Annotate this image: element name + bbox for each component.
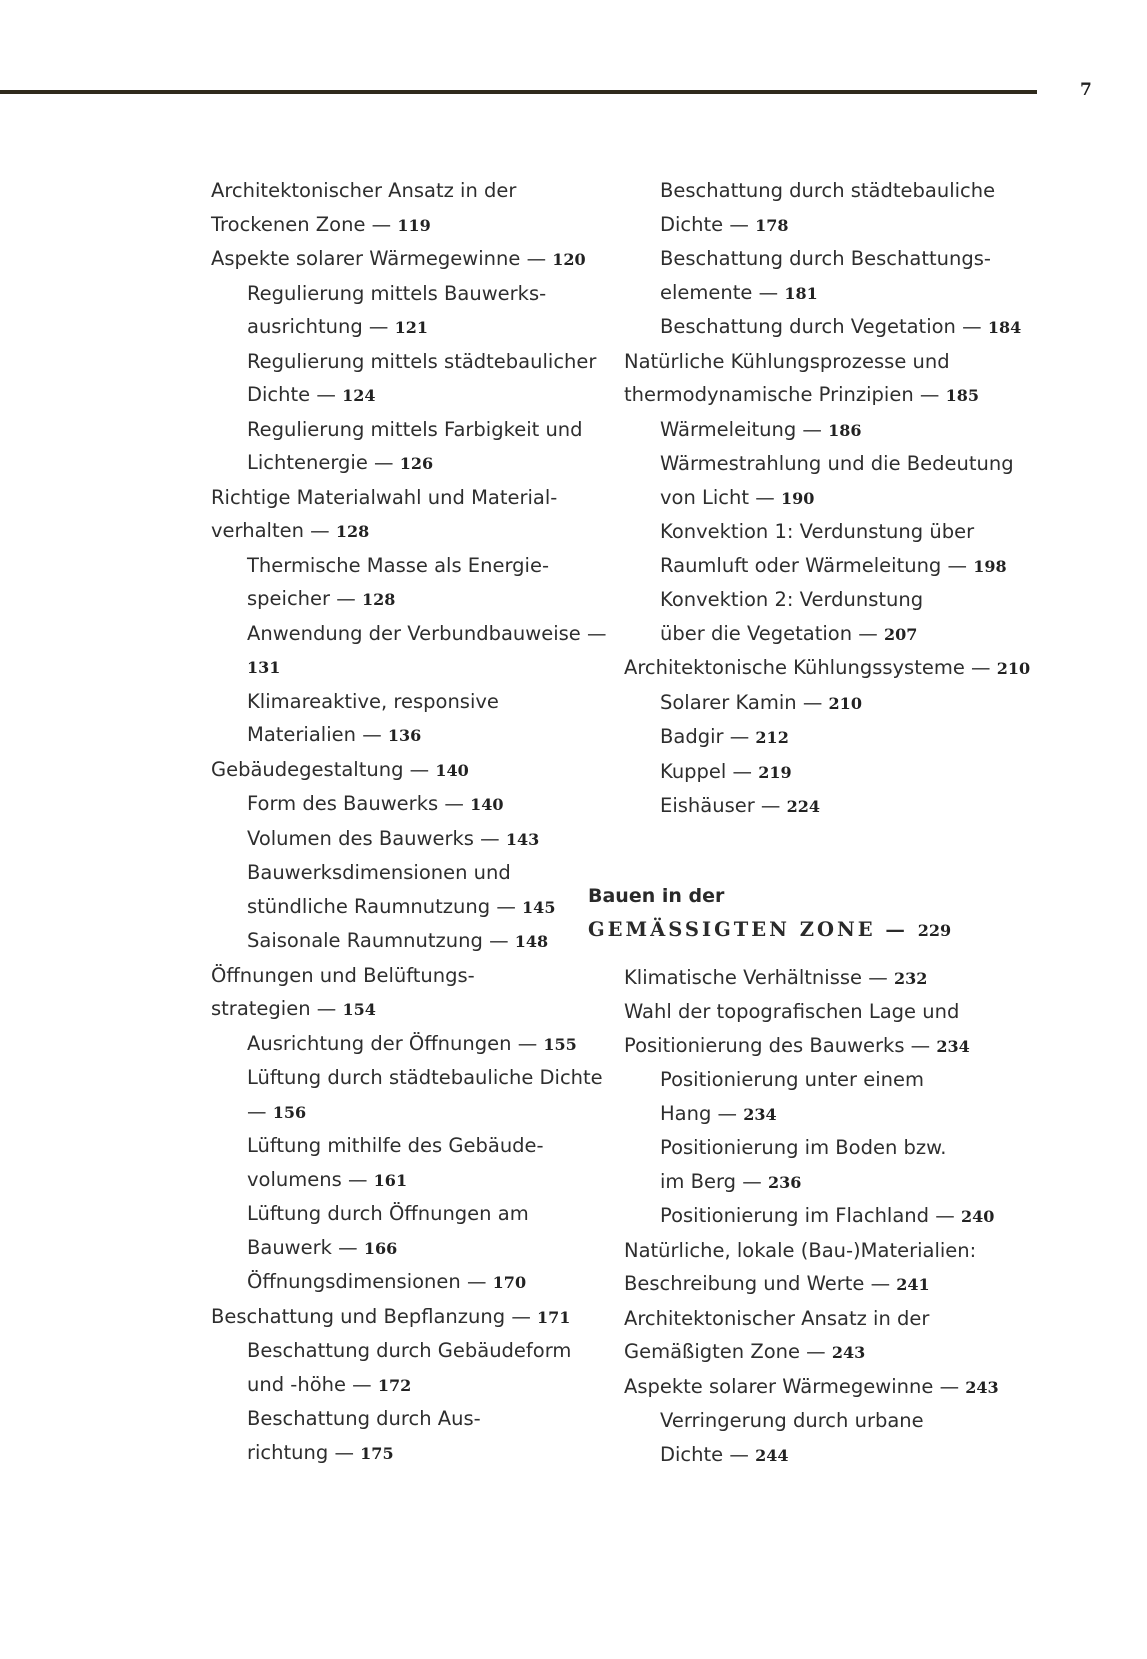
toc-entry-text: Trockenen Zone — xyxy=(211,212,392,236)
toc-page-number: 224 xyxy=(786,797,821,816)
toc-right-top xyxy=(624,174,1064,824)
toc-entry xyxy=(624,720,1064,755)
toc-entry-line xyxy=(211,992,601,1027)
toc-entry-text: Dichte — xyxy=(660,1442,749,1466)
toc-entry-line xyxy=(624,995,1064,1029)
toc-entry-text: im Berg — xyxy=(660,1169,762,1193)
toc-entry-line xyxy=(211,242,601,277)
toc-entry-line xyxy=(247,310,601,345)
toc-entry xyxy=(624,583,1064,651)
toc-entry-text: Raumluft oder Wärmeleitung — xyxy=(660,553,968,577)
toc-entry-text: Wärmeleitung — xyxy=(660,417,822,441)
toc-entry xyxy=(211,685,601,753)
toc-entry-line xyxy=(211,1300,601,1335)
toc-page-number: 171 xyxy=(537,1307,571,1327)
toc-entry-line xyxy=(247,446,601,481)
toc-entry-text: und -höhe — xyxy=(247,1372,372,1396)
toc-entry-line xyxy=(247,617,607,651)
toc-entry xyxy=(624,995,1064,1063)
toc-entry xyxy=(624,515,1064,583)
toc-page-number: 178 xyxy=(755,215,789,235)
toc-page-number: 140 xyxy=(435,760,469,780)
toc-entry-line xyxy=(624,1267,1064,1302)
toc-page-number: 185 xyxy=(945,386,979,405)
toc-entry-line xyxy=(247,1061,601,1095)
chapter-title-text: GEMÄSSIGTEN ZONE — xyxy=(588,917,908,941)
toc-page-number: 207 xyxy=(884,624,918,644)
toc-entry xyxy=(211,174,601,242)
toc-entry-text: Gebäudegestaltung — xyxy=(211,757,430,781)
toc-entry-line xyxy=(247,378,601,413)
toc-right-bottom xyxy=(624,961,1064,1473)
toc-entry-text: Verringerung durch urbane xyxy=(660,1409,924,1432)
toc-entry-text: Öffnungen und Belüftungs- xyxy=(211,963,475,987)
toc-entry xyxy=(211,1300,601,1335)
toc-entry-line xyxy=(247,856,601,890)
toc-entry-line xyxy=(660,1438,1064,1473)
toc-page-number: 190 xyxy=(780,488,815,508)
toc-entry-line xyxy=(211,514,601,549)
toc-page-number: 172 xyxy=(377,1375,412,1395)
toc-entry-text: Gemäßigten Zone — xyxy=(624,1340,826,1363)
toc-page-number: 154 xyxy=(342,1000,376,1019)
toc-entry-text: Anwendung der Verbundbauweise — xyxy=(247,621,607,645)
toc-entry-line xyxy=(247,1436,601,1471)
toc-entry-line xyxy=(660,1097,1064,1132)
toc-page-number: 234 xyxy=(936,1036,970,1056)
toc-entry xyxy=(211,277,601,345)
toc-entry-line xyxy=(660,242,1064,276)
toc-page-number: 131 xyxy=(247,658,281,677)
toc-entry-text: Öffnungsdimensionen — xyxy=(247,1270,487,1293)
toc-entry-text: Natürliche, lokale (Bau-)Materialien: xyxy=(624,1238,977,1262)
toc-page-number: 156 xyxy=(272,1102,307,1122)
toc-entry-line xyxy=(247,1095,601,1130)
toc-entry-text: Saisonale Raumnutzung — xyxy=(247,929,509,952)
toc-entry-text: Badgir — xyxy=(660,725,750,748)
toc-entry-text: verhalten — xyxy=(211,519,330,542)
toc-entry xyxy=(211,549,601,617)
toc-entry xyxy=(624,651,1064,686)
toc-entry-line xyxy=(247,413,601,447)
toc-page-number: 136 xyxy=(387,726,422,745)
toc-entry-line xyxy=(247,685,601,719)
toc-entry-text: Beschattung durch städtebauliche xyxy=(660,179,996,202)
toc-page-number: 124 xyxy=(342,386,376,405)
toc-page-number: 240 xyxy=(960,1207,995,1226)
toc-entry-line xyxy=(660,481,1064,516)
toc-entry-text: Hang — xyxy=(660,1101,738,1125)
toc-page-number: 170 xyxy=(492,1273,527,1292)
toc-entry-text: Dichte — xyxy=(247,383,336,406)
toc-entry-text: elemente — xyxy=(660,280,779,304)
toc-entry-text: Lüftung mithilfe des Gebäude- xyxy=(247,1134,544,1157)
toc-entry-line xyxy=(247,277,601,311)
toc-entry-line xyxy=(247,1368,601,1403)
toc-entry-line xyxy=(247,924,601,959)
toc-entry-line xyxy=(211,174,601,208)
toc-entry-text: Lüftung durch Öffnungen am xyxy=(247,1202,529,1225)
toc-page-number: 175 xyxy=(360,1443,394,1463)
toc-entry xyxy=(211,413,601,481)
toc-entry-text: Lüftung durch städtebauliche Dichte xyxy=(247,1066,603,1089)
toc-entry-line xyxy=(247,1197,601,1231)
toc-entry xyxy=(624,447,1064,515)
toc-page-number: 166 xyxy=(363,1238,398,1258)
toc-page-number: 212 xyxy=(755,728,789,747)
toc-page-number: 232 xyxy=(893,968,928,988)
toc-entry xyxy=(211,1061,601,1129)
toc-entry-line xyxy=(247,1231,601,1266)
toc-page-number: 210 xyxy=(996,659,1031,678)
toc-entry xyxy=(624,1234,1064,1302)
toc-entry-line xyxy=(624,345,1064,379)
page-number: 7 xyxy=(1080,80,1092,100)
toc-page-number: 140 xyxy=(470,795,504,814)
toc-entry xyxy=(624,686,1064,721)
toc-entry xyxy=(624,961,1064,996)
toc-entry-line xyxy=(624,1335,1064,1370)
toc-entry xyxy=(211,1027,601,1062)
toc-entry xyxy=(211,345,601,413)
toc-entry-text: Klimatische Verhältnisse — xyxy=(624,965,888,989)
toc-entry-text: Regulierung mittels städtebaulicher xyxy=(247,349,597,373)
toc-page-number: 243 xyxy=(831,1343,866,1362)
toc-entry xyxy=(624,1199,1064,1234)
toc-entry xyxy=(624,1131,1064,1199)
toc-page-number: 243 xyxy=(965,1377,999,1397)
toc-entry-line xyxy=(247,718,601,753)
toc-entry xyxy=(624,1404,1064,1472)
toc-entry-text: Architektonischer Ansatz in der xyxy=(211,179,517,202)
toc-entry-line xyxy=(247,549,601,583)
header-rule xyxy=(0,90,1037,94)
toc-entry-line xyxy=(624,1370,1064,1405)
toc-entry xyxy=(624,1063,1064,1131)
toc-entry-text: Positionierung im Flachland — xyxy=(660,1204,955,1227)
toc-page-number: 148 xyxy=(514,932,549,951)
toc-entry-line xyxy=(660,1404,1064,1438)
toc-entry-line xyxy=(660,789,1064,824)
toc-entry xyxy=(211,617,607,685)
toc-page-number: 186 xyxy=(828,420,862,440)
toc-entry-line xyxy=(660,583,1064,617)
toc-entry-line xyxy=(660,515,1064,549)
toc-entry-line xyxy=(247,650,601,685)
toc-entry-line xyxy=(660,1063,1064,1097)
toc-entry-text: Beschreibung und Werte — xyxy=(624,1272,891,1295)
chapter-title-line1: Bauen in der xyxy=(588,884,725,907)
toc-entry-text: Beschattung durch Aus- xyxy=(247,1407,481,1430)
toc-page-number: 236 xyxy=(767,1172,802,1192)
toc-page-number: 121 xyxy=(394,318,429,337)
toc-entry-text: Beschattung durch Beschattungs- xyxy=(660,247,991,270)
toc-entry xyxy=(211,822,601,857)
toc-entry-text: Regulierung mittels Bauwerks- xyxy=(247,281,547,305)
toc-entry-text: Positionierung des Bauwerks — xyxy=(624,1033,931,1057)
toc-entry-line xyxy=(624,1029,1064,1064)
toc-entry-line xyxy=(247,822,601,857)
toc-entry xyxy=(211,1265,601,1300)
toc-entry-text: Lichtenergie — xyxy=(247,451,394,474)
toc-entry-line xyxy=(211,753,601,788)
toc-entry-text: Thermische Masse als Energie- xyxy=(247,553,549,577)
toc-entry xyxy=(624,1370,1064,1405)
toc-entry xyxy=(211,856,601,924)
toc-entry-line xyxy=(624,961,1064,996)
toc-entry-text: Beschattung und Bepflanzung — xyxy=(211,1304,531,1328)
toc-entry-text: Solarer Kamin — xyxy=(660,690,823,714)
toc-entry-text: Kuppel — xyxy=(660,759,753,783)
toc-entry xyxy=(211,1334,601,1402)
toc-entry xyxy=(624,310,1064,345)
toc-entry-text: Beschattung durch Gebäudeform xyxy=(247,1339,572,1362)
toc-entry-line xyxy=(660,413,1064,448)
toc-entry-text: Positionierung im Boden bzw. xyxy=(660,1136,947,1159)
toc-entry-line xyxy=(660,720,1064,755)
toc-entry-text: volumens — xyxy=(247,1167,368,1191)
toc-entry xyxy=(211,787,601,822)
toc-left-column xyxy=(211,174,607,1470)
toc-entry-line xyxy=(247,787,601,822)
toc-entry-text: Ausrichtung der Öffnungen — xyxy=(247,1031,538,1055)
toc-entry-text: Regulierung mittels Farbigkeit und xyxy=(247,417,583,441)
toc-page-number: 210 xyxy=(828,693,862,713)
toc-entry-line xyxy=(624,1302,1064,1336)
toc-entry-line xyxy=(247,1265,601,1300)
toc-entry-text: strategien — xyxy=(211,997,337,1020)
toc-entry xyxy=(211,753,601,788)
toc-entry-line xyxy=(660,276,1064,311)
toc-entry-line xyxy=(660,208,1064,243)
toc-entry-line xyxy=(247,1027,601,1062)
toc-entry xyxy=(211,1129,601,1197)
toc-entry-line xyxy=(624,651,1064,686)
toc-entry-text: Richtige Materialwahl und Material- xyxy=(211,485,558,509)
toc-entry-text: Aspekte solarer Wärmegewinne — xyxy=(624,1374,960,1398)
toc-right-column xyxy=(588,174,1064,1472)
toc-entry-line xyxy=(211,481,601,515)
toc-entry-text: Dichte — xyxy=(660,212,749,236)
chapter-page: 229 xyxy=(917,920,952,940)
toc-entry-line xyxy=(247,582,601,617)
toc-page-number: 143 xyxy=(505,829,540,849)
toc-entry-text: Wärmestrahlung und die Bedeutung xyxy=(660,452,1014,475)
toc-entry-text: Form des Bauwerks — xyxy=(247,792,464,815)
toc-entry xyxy=(211,959,601,1027)
toc-page-number: 234 xyxy=(743,1104,777,1124)
toc-entry xyxy=(211,481,601,549)
toc-entry xyxy=(624,1302,1064,1370)
toc-entry-line xyxy=(247,1402,601,1436)
toc-entry-text: Konvektion 1: Verdunstung über xyxy=(660,520,975,543)
toc-entry xyxy=(211,242,601,277)
toc-entry-text: ausrichtung — xyxy=(247,315,389,338)
toc-entry-text: — xyxy=(247,1099,267,1123)
toc-entry-text: Bauwerk — xyxy=(247,1235,358,1259)
toc-entry-text: Aspekte solarer Wärmegewinne — xyxy=(211,247,547,270)
toc-entry-text: Konvektion 2: Verdunstung xyxy=(660,588,924,611)
toc-entry-line xyxy=(660,1131,1064,1165)
toc-entry-text: Architektonische Kühlungssysteme — xyxy=(624,656,991,679)
toc-entry-text: Bauwerksdimensionen und xyxy=(247,861,511,884)
toc-entry-line xyxy=(624,1234,1064,1268)
toc-entry-line xyxy=(247,890,601,925)
toc-entry-line xyxy=(660,174,1064,208)
toc-entry-line xyxy=(660,549,1064,584)
toc-page-number: 184 xyxy=(987,318,1022,337)
toc-entry-line xyxy=(247,1129,601,1163)
toc-entry-text: richtung — xyxy=(247,1440,354,1464)
toc-page-number: 181 xyxy=(784,283,818,303)
toc-entry xyxy=(211,1402,601,1470)
toc-entry-text: speicher — xyxy=(247,587,356,610)
toc-entry-text: Eishäuser — xyxy=(660,794,781,817)
toc-entry-text: Natürliche Kühlungsprozesse und xyxy=(624,349,950,373)
toc-entry-line xyxy=(660,1199,1064,1234)
toc-page-number: 119 xyxy=(397,215,431,235)
toc-entry xyxy=(624,242,1064,310)
toc-entry-line xyxy=(660,755,1064,790)
toc-entry xyxy=(624,174,1064,242)
toc-entry-line xyxy=(660,1165,1064,1200)
toc-entry-line xyxy=(660,310,1064,345)
toc-entry-line xyxy=(247,1163,601,1198)
toc-page-number: 128 xyxy=(361,590,396,609)
chapter-heading xyxy=(588,880,1064,947)
toc-entry-line xyxy=(660,447,1064,481)
toc-entry-line xyxy=(211,208,601,243)
toc-entry-text: von Licht — xyxy=(660,485,775,509)
toc-page-number: 219 xyxy=(758,762,792,782)
toc-page-number: 120 xyxy=(552,250,586,269)
toc-entry-line xyxy=(211,959,601,993)
toc-entry-text: Wahl der topografischen Lage und xyxy=(624,1000,960,1023)
toc-page-number: 161 xyxy=(373,1170,408,1190)
toc-entry-line xyxy=(624,378,1064,413)
toc-entry xyxy=(211,1197,601,1265)
toc-entry-line xyxy=(247,345,601,379)
toc-entry-text: Klimareaktive, responsive xyxy=(247,689,499,713)
toc-entry-line xyxy=(247,1334,601,1368)
toc-entry xyxy=(624,345,1064,413)
toc-page-number: 145 xyxy=(522,897,556,917)
toc-entry xyxy=(624,413,1064,448)
toc-page-number: 155 xyxy=(543,1034,577,1054)
toc-entry xyxy=(624,789,1064,824)
toc-entry-text: Volumen des Bauwerks — xyxy=(247,826,500,850)
toc-entry-text: über die Vegetation — xyxy=(660,621,878,645)
toc-page-number: 241 xyxy=(896,1275,930,1294)
toc-page-number: 126 xyxy=(399,454,434,473)
toc-entry xyxy=(624,755,1064,790)
toc-entry-text: Positionierung unter einem xyxy=(660,1068,924,1091)
toc-entry-text: Materialien — xyxy=(247,723,382,746)
toc-page-number: 244 xyxy=(755,1445,789,1465)
toc-entry-line xyxy=(660,686,1064,721)
toc-entry-text: Architektonischer Ansatz in der xyxy=(624,1306,930,1330)
toc-entry-text: Beschattung durch Vegetation — xyxy=(660,315,982,338)
toc-entry-line xyxy=(660,617,1064,652)
toc-entry-text: thermodynamische Prinzipien — xyxy=(624,383,940,406)
toc-page-number: 128 xyxy=(335,522,370,541)
toc-page-number: 198 xyxy=(973,556,1007,576)
chapter-title-line2 xyxy=(588,913,1064,947)
toc-entry-text: stündliche Raumnutzung — xyxy=(247,894,516,918)
toc-entry xyxy=(211,924,601,959)
